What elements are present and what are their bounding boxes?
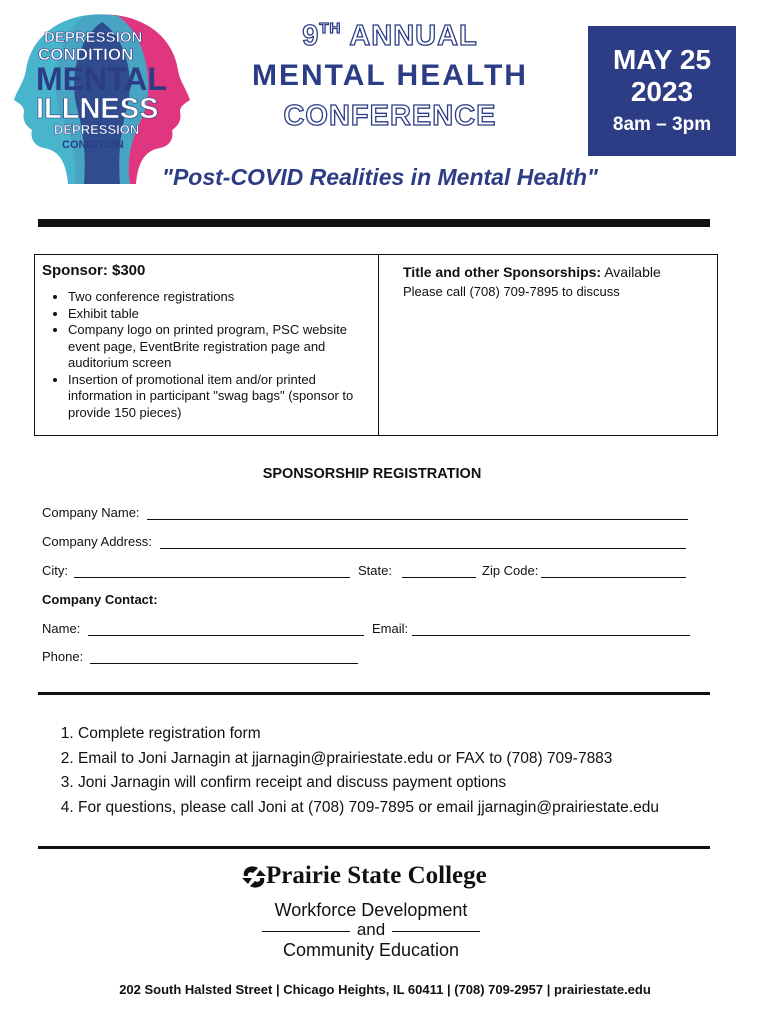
heads-word: DEPRESSION: [44, 29, 143, 46]
annual-word: ANNUAL: [349, 20, 478, 52]
city-field[interactable]: [74, 577, 350, 578]
step-item: 3. Joni Jarnagin will confirm receipt and discuss payment options: [78, 771, 768, 796]
zip-code-field[interactable]: [541, 577, 686, 578]
conference-theme: "Post-COVID Realities in Mental Health": [162, 164, 598, 190]
state-field[interactable]: [402, 577, 476, 578]
college-name: Prairie State College: [266, 862, 487, 889]
contact-name-label: Name:: [42, 621, 81, 636]
step-item: 4. For questions, please call Joni at (708) 709-7895 or email jjarnagin@prairiestate.edu: [78, 796, 768, 821]
sponsor-300-column: [42, 262, 372, 421]
state-label: State:: [358, 563, 392, 578]
date-badge: [588, 26, 736, 156]
registration-title: SPONSORSHIP REGISTRATION: [262, 466, 482, 482]
conference-edition: [230, 20, 550, 53]
benefit-item: • Two conference registrations: [68, 289, 372, 306]
heads-word: CONDITION: [62, 139, 124, 151]
form-divider: [38, 692, 710, 695]
mental-health-heads-illustration: [14, 8, 190, 186]
date-year: 2023: [630, 76, 694, 107]
other-sponsorships-note: Please call (708) 709-7895 to discuss: [403, 284, 620, 299]
department-and: and: [356, 920, 386, 939]
availability-status: Available: [604, 264, 661, 280]
conference-title-main: MENTAL HEALTH: [252, 59, 528, 92]
ordinal-number: 9: [302, 20, 320, 52]
date-month-day: MAY 25: [612, 44, 712, 75]
department-line-2: Community Education: [282, 940, 460, 960]
other-sponsorships-column: [403, 264, 713, 299]
contact-phone-label: Phone:: [42, 649, 84, 664]
other-sponsorships-heading: Title and other Sponsorships:: [403, 264, 602, 280]
department-line-1: Workforce Development: [274, 900, 468, 920]
zip-code-label: Zip Code:: [482, 563, 539, 578]
contact-name-field[interactable]: [88, 635, 364, 636]
registration-steps: [40, 722, 768, 820]
benefit-item: • Insertion of promotional item and/or printed information in participant "swag bags" (sponsor to provide 150 pieces): [68, 372, 372, 422]
company-address-field[interactable]: [160, 548, 686, 549]
ordinal-suffix: TH: [319, 20, 342, 37]
company-name-label: Company Name:: [42, 505, 140, 520]
city-label: City:: [42, 563, 68, 578]
company-name-field[interactable]: [147, 519, 688, 520]
contact-phone-field[interactable]: [90, 663, 358, 664]
and-rule-right: [392, 931, 480, 932]
benefit-item: • Exhibit table: [68, 306, 372, 323]
sponsor-level-heading: Sponsor: $300: [42, 262, 146, 279]
heads-word: ILLNESS: [36, 93, 159, 125]
step-item: 2. Email to Joni Jarnagin at jjarnagin@prairiestate.edu or FAX to (708) 709-7883: [78, 747, 768, 772]
date-time: 8am – 3pm: [612, 114, 712, 135]
contact-email-label: Email:: [372, 621, 409, 636]
heads-word: CONDITION: [38, 45, 134, 64]
heads-word: DEPRESSION: [54, 122, 140, 137]
company-contact-heading: Company Contact:: [42, 592, 158, 607]
conference-title-sub: CONFERENCE: [283, 100, 497, 132]
step-item: 1. Complete registration form: [78, 722, 768, 747]
steps-divider: [38, 846, 710, 849]
sponsor-benefits-list: [42, 289, 372, 421]
footer-address: 202 South Halsted Street | Chicago Heights, IL 60411 | (708) 709-2957 | prairiestate.edu: [119, 982, 651, 997]
sponsorship-table-divider: [378, 254, 379, 436]
prairie-state-logo-icon: [240, 864, 268, 890]
company-address-label: Company Address:: [42, 534, 152, 549]
benefit-item: • Company logo on printed program, PSC website event page, EventBrite registration page and auditorium screen: [68, 322, 372, 372]
heads-word: MENTAL: [36, 61, 167, 97]
header-divider: [38, 219, 710, 227]
contact-email-field[interactable]: [412, 635, 690, 636]
